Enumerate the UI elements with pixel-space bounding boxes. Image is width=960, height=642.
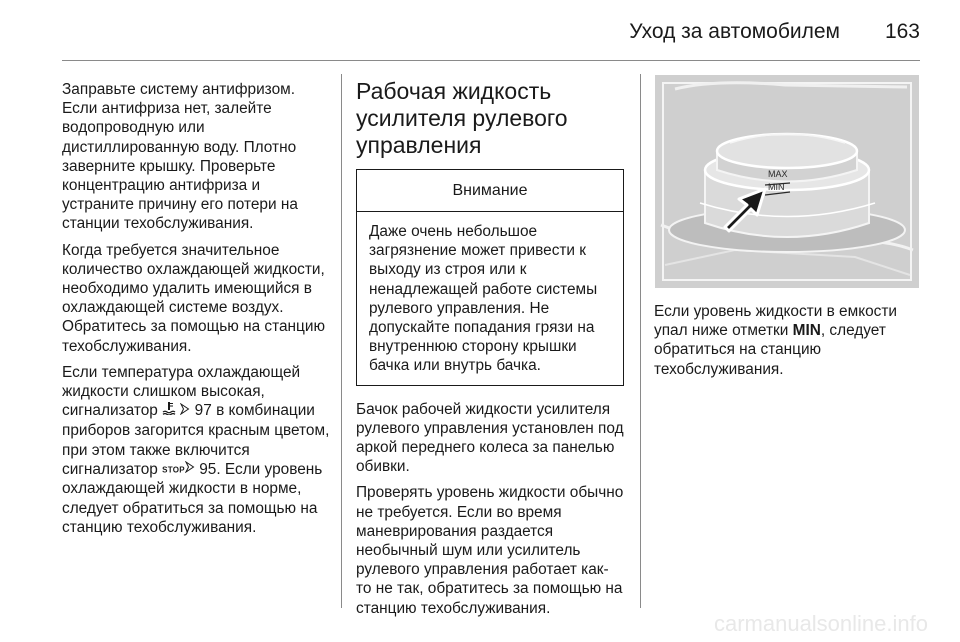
column-2	[356, 78, 624, 625]
notice-text: Даже очень небольшое загрязнение может привести к выходу из строя или к ненадлежащей работе системы рулевого управления. Не допускайте попадания грязи на внутреннюю сторону крышки бачка или внутрь бачка.	[369, 223, 598, 375]
paragraph-air-bleed: Когда требуется значительное количество охлаждающей жидкости, необходимо удалить имеющийся в охлаждающей системе воздух. Обратитесь за помощью на станцию техобслуживания.	[62, 241, 325, 355]
column-divider-1	[341, 74, 342, 608]
paragraph-reservoir-location: Бачок рабочей жидкости усилителя рулевого управления установлен под аркой переднего колеса за панелью обивки.	[356, 400, 624, 476]
notice-title: Внимание	[357, 170, 623, 212]
min-level-label: MIN	[768, 182, 785, 192]
running-header-title: Уход за автомобилем	[629, 20, 840, 43]
watermark: carmanualsonline.info	[713, 611, 928, 636]
paragraph-level-check: Проверять уровень жидкости обычно не требуется. Если во время маневрирования раздается необычный шум или усилитель рулевого управления работает как-то не так, обратитесь за помощью на станцию техобслуживания.	[356, 484, 624, 617]
column-1	[62, 80, 330, 544]
min-mark-label: MIN	[792, 322, 821, 340]
text-segment: Если температура охлаждающей жидкости слишком высокая, сигнализатор	[62, 363, 301, 420]
warning-notice	[356, 169, 624, 386]
page-reference-icon	[180, 402, 190, 421]
page-reference[interactable]: 95	[199, 460, 217, 478]
text-segment: Если уровень жидкости в емкости упал ниже отметки	[654, 303, 897, 340]
text-segment: в комбинации приборов загорится красным цветом, при этом также включится сигнализатор	[62, 402, 330, 478]
paragraph-min-level	[654, 302, 920, 379]
stop-warning-icon: STOP	[162, 465, 185, 475]
page-reference[interactable]: 97	[194, 402, 212, 420]
max-level-label: MAX	[768, 169, 788, 179]
page-number: 163	[884, 20, 920, 43]
page-reference-icon	[185, 460, 195, 479]
paragraph-temperature-warning	[62, 363, 330, 537]
reservoir-illustration	[655, 75, 919, 288]
header-divider	[62, 60, 920, 61]
paragraph-antifreeze: Заправьте систему антифризом. Если антифриза нет, залейте водопроводную или дистиллированную воду. Плотно заверните крышку. Проверьте концентрацию антифриза и устраните причину его потери на станции техобслуживания.	[62, 81, 298, 233]
text-segment: , следует обратиться на станцию техобслуживания.	[654, 322, 886, 378]
section-heading: Рабочая жидкость усилителя рулевого управления	[356, 78, 568, 158]
column-divider-2	[640, 74, 641, 608]
text-segment: . Если уровень охлаждающей жидкости в норме, следует обратиться за помощью на станцию техобслуживания.	[62, 460, 323, 536]
column-3	[654, 302, 920, 386]
coolant-temperature-icon	[162, 401, 176, 421]
